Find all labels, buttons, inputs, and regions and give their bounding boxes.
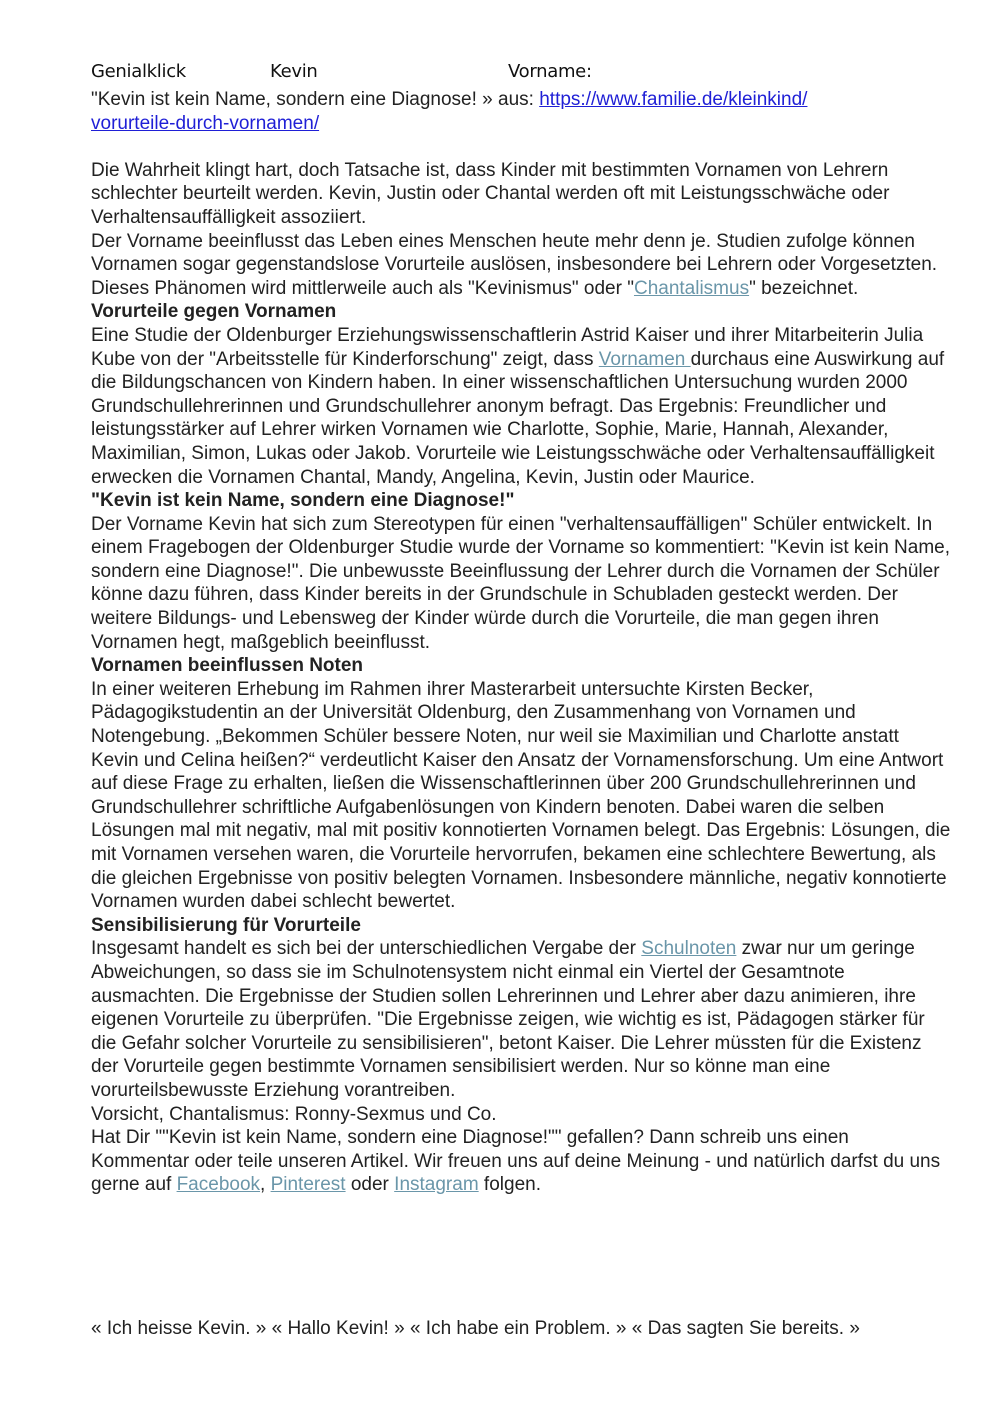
worksheet-header (91, 58, 951, 88)
section-paragraph (91, 937, 951, 1102)
source-link-part1: https://www.familie.de/kleinkind/ (539, 89, 808, 110)
instagram-link[interactable]: Instagram (394, 1174, 479, 1196)
intro-text-end: " bezeichnet. (749, 277, 859, 299)
header-topic: Kevin (270, 61, 318, 82)
intro-paragraph-2 (91, 230, 951, 301)
schulnoten-link[interactable]: Schulnoten (641, 938, 737, 960)
section-heading: Vornamen beeinflussen Noten (91, 655, 364, 677)
header-name-label: Vorname: (508, 61, 592, 82)
section-heading: Sensibilisierung für Vorurteile (91, 914, 361, 936)
section-heading: "Kevin ist kein Name, sondern eine Diagnose!" (91, 490, 515, 512)
section-heading: Vorurteile gegen Vornamen (91, 301, 337, 323)
header-brand: Genialklick (91, 61, 186, 82)
outro-end: folgen. (478, 1174, 541, 1196)
facebook-link[interactable]: Facebook (176, 1174, 261, 1196)
section-text: Insgesamt handelt es sich bei der unterschiedlichen Vergabe der (91, 938, 642, 960)
section-text-end: durchaus eine Auswirkung auf die Bildungschancen von Kindern haben. In einer wissenschaftlichen Untersuchung wurden 2000 Grundschullehrerinnen und Grundschullehrer anonym befragt. Das Ergebnis: Freundlicher und leistungsstärker auf Lehrer wirken Vornamen wie Charlotte, Sophie, Marie, Hannah, Alexander, Maximilian, Simon, Lukas oder Jakob. Vorurteile wie Leistungsschwäche oder Verhaltensauffälligkeit erwecken die Vornamen Chantal, Mandy, Angelina, Kevin, Justin oder Maurice. (91, 348, 945, 488)
spacer (91, 135, 951, 159)
dialogue-quote: « Ich heisse Kevin. » « Hallo Kevin! » « Ich habe ein Problem. » « Das sagten Sie bereits. » (91, 1318, 860, 1339)
vornamen-link[interactable]: Vornamen (598, 348, 691, 370)
source-link-part2: vorurteile-durch-vornamen/ (91, 112, 320, 134)
section-paragraph: In einer weiteren Erhebung im Rahmen ihrer Masterarbeit untersuchte Kirsten Becker, Pädagogikstudentin an der Universität Oldenburg, den Zusammenhang von Vornamen und Notengebung. „Bekommen Schüler bessere Noten, nur weil sie Maximilian und Charlotte anstatt Kevin und Celina heißen?“ verdeutlicht Kaiser den Ansatz der Vornamensforschung. Um eine Antwort auf diese Frage zu erhalten, ließen die Wissenschaftlerinnen über 200 Grundschullehrerinnen und Grundschullehrer schriftliche Aufgabenlösungen von Kindern benoten. Dabei waren die selben Lösungen mal mit negativ, mal mit positiv konnotierten Vornamen belegt. Das Ergebnis: Lösungen, die mit Vornamen versehen waren, die Vorurteile hervorrufen, bekamen eine schlechtere Bewertung, als die gleichen Ergebnisse von positiv belegten Vornamen. Insbesondere männliche, negativ konnotierte Vornamen wurden dabei schlecht bewertet. (91, 678, 951, 913)
section-paragraph (91, 324, 951, 489)
outro-paragraph (91, 1126, 951, 1197)
outro-oder: oder (345, 1174, 395, 1196)
intro-text: Der Vorname beeinflusst das Leben eines Menschen heute mehr denn je. Studien zufolge können Vornamen sogar gegenstandslose Vorurteile auslösen, insbesondere bei Lehrern oder Vorgesetzten. Dieses Phänomen wird mittlerweile auch als "Kevinismus" oder " (91, 230, 938, 299)
section-paragraph: Der Vorname Kevin hat sich zum Stereotypen für einen "verhaltensauffälligen" Schüler entwickelt. In einem Fragebogen der Oldenburger Studie wurde der Vorname so kommentiert: "Kevin ist kein Name, sondern eine Diagnose!". Die unbewusste Beeinflussung der Lehrer durch die Vornamen der Schüler könne dazu führen, dass Kinder bereits in der Grundschule in Schubladen gesteckt werden. Der weitere Bildungs- und Lebensweg der Kinder würde durch die Vorurteile, die man gegen ihren Vornamen hegt, maßgeblich beeinflusst. (91, 513, 951, 653)
chantalismus-link[interactable]: Chantalismus (633, 277, 750, 299)
document-page (91, 58, 951, 1197)
source-prefix: "Kevin ist kein Name, sondern eine Diagnose! » aus: (91, 89, 540, 110)
source-line (91, 88, 951, 135)
pinterest-link[interactable]: Pinterest (270, 1174, 346, 1196)
section-text-end: zwar nur um geringe Abweichungen, so dass sie im Schulnotensystem nicht einmal ein Viertel der Gesamtnote ausmachten. Die Ergebnisse der Studien sollen Lehrerinnen und Lehrer aber dazu animieren, ihre eigenen Vorurteile zu überprüfen. "Die Ergebnisse zeigen, wie wichtig es ist, Pädagogen stärker für die Gefahr solcher Vorurteile zu sensibilisieren", betont Kaiser. Die Lehrer müssten für die Existenz der Vorurteile gegen bestimmte Vornamen sensibilisiert werden. Nur so könne man eine vorurteilsbewusste Erziehung vorantreiben. (91, 938, 925, 1101)
outro-comma: , (260, 1174, 271, 1196)
outro-line: Vorsicht, Chantalismus: Ronny-Sexmus und Co. (91, 1103, 497, 1125)
intro-paragraph-1: Die Wahrheit klingt hart, doch Tatsache ist, dass Kinder mit bestimmten Vornamen von Lehrern schlechter beurteilt werden. Kevin, Justin oder Chantal werden oft mit Leistungsschwäche oder Verhaltensauffälligkeit assoziiert. (91, 159, 890, 228)
section-text: Eine Studie der Oldenburger Erziehungswissenschaftlerin Astrid Kaiser und ihrer Mitarbeiterin Julia Kube von der "Arbeitsstelle für Kinderforschung" zeigt, dass (91, 324, 924, 370)
outro-text: Hat Dir ""Kevin ist kein Name, sondern eine Diagnose!"" gefallen? Dann schreib uns einen Kommentar oder teile unseren Artikel. Wir freuen uns auf deine Meinung - und natürlich darfst du uns gerne auf (91, 1127, 941, 1196)
